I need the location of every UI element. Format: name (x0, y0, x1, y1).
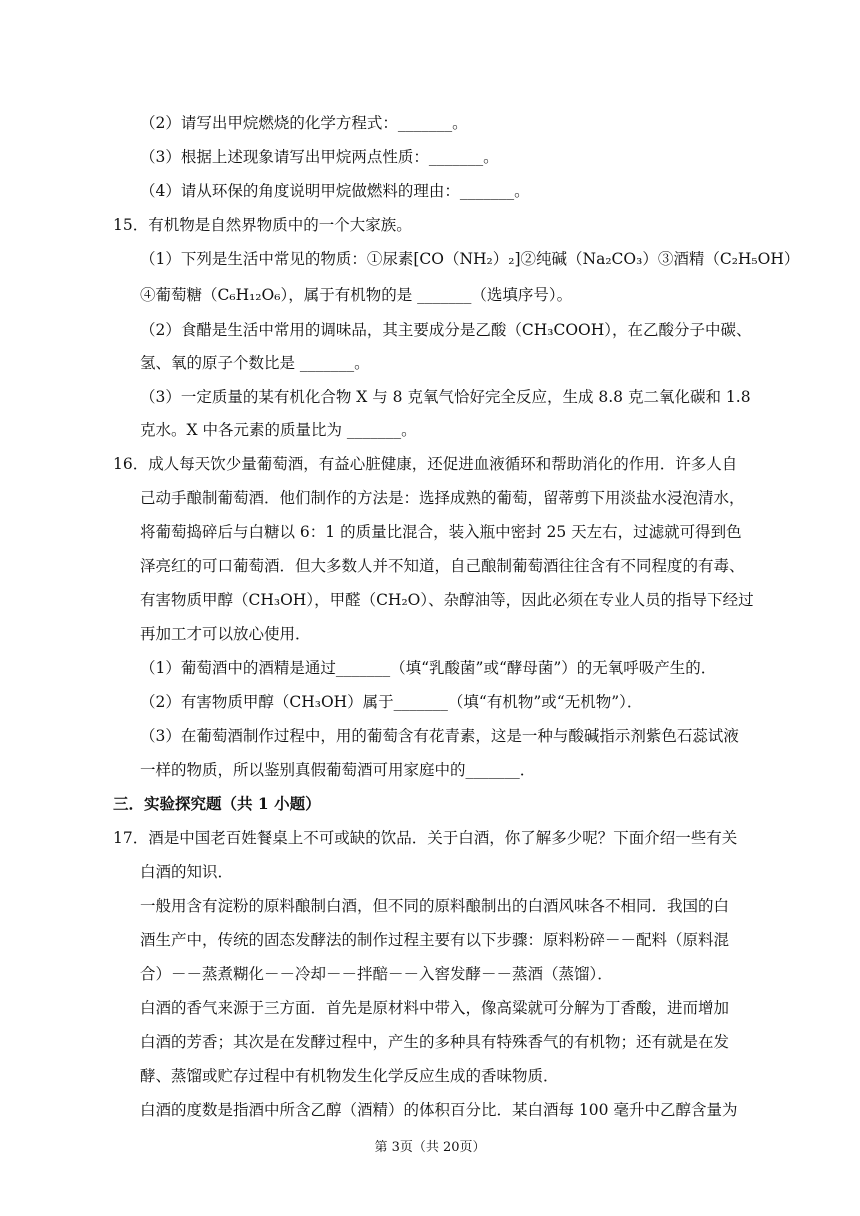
q16-line5: 有害物质甲醇（CH₃OH），甲醛（CH₂O）、杂醇油等，因此必须在专业人员的指导下经过 (140, 591, 754, 609)
q16-line4: 泽亮红的可口葡萄酒．但大多数人并不知道，自己酿制葡萄酒往往含有不同程度的有毒、 (140, 557, 745, 575)
q17-line2: 白酒的知识． (140, 863, 234, 881)
q14-part4: （4）请从环保的角度说明甲烷做燃料的理由：_______。 (140, 182, 530, 200)
q16-part3-line1: （3）在葡萄酒制作过程中，用的葡萄含有花青素，这是一种与酸碱指示剂紫色石蕊试液 (140, 727, 739, 745)
q16-part2: （2）有害物质甲醇（CH₃OH）属于_______（填“有机物”或“无机物”）． (140, 693, 643, 711)
q17-para1-line1: 一般用含有淀粉的原料酿制白酒，但不同的原料酿制出的白酒风味各不相同．我国的白 (140, 897, 730, 915)
q17-para2-line3: 酵、蒸馏或贮存过程中有机物发生化学反应生成的香味物质． (140, 1067, 559, 1085)
q16-line1: 16．成人每天饮少量葡萄酒，有益心脏健康，还促进血液循环和帮助消化的作用．许多人自 (113, 455, 738, 473)
q16-line6: 再加工才可以放心使用． (140, 625, 311, 643)
section-heading: 三．实验探究题（共 1 小题） (113, 794, 321, 813)
q17-para1-line2: 酒生产中，传统的固态发酵法的制作过程主要有以下步骤：原料粉碎－－配料（原料混 (140, 931, 730, 949)
q16-part1: （1）葡萄酒中的酒精是通过_______（填“乳酸菌”或“酵母菌”）的无氧呼吸产生的． (140, 659, 717, 677)
q15-part2-line2: 氢、氧的原子个数比是 _______。 (140, 354, 370, 372)
page-footer: 第 3页（共 20页） (374, 1140, 486, 1155)
q15-part3-line1: （3）一定质量的某有机化合物 X 与 8 克氧气恰好完全反应，生成 8.8 克二氧化碳和 1.8 (140, 388, 751, 406)
q14-part3: （3）根据上述现象请写出甲烷两点性质：_______。 (140, 148, 499, 166)
q15-stem: 15．有机物是自然界物质中的一个大家族。 (113, 216, 412, 234)
q17-line1: 17．酒是中国老百姓餐桌上不可或缺的饮品．关于白酒，你了解多少呢？下面介绍一些有关 (113, 829, 738, 847)
q17-para3-line1: 白酒的度数是指酒中所含乙醇（酒精）的体积百分比．某白酒每 100 毫升中乙醇含量为 (140, 1101, 738, 1119)
q15-part1-line2: ④葡萄糖（C₆H₁₂O₆），属于有机物的是 _______（选填序号）。 (140, 286, 573, 304)
q17-para2-line1: 白酒的香气来源于三方面．首先是原材料中带入，像高粱就可分解为丁香酸，进而增加 (140, 999, 730, 1017)
q15-part3-line2: 克水。X 中各元素的质量比为 _______。 (140, 421, 417, 439)
q15-part2-line1: （2）食醋是生活中常用的调味品，其主要成分是乙酸（CH₃COOH），在乙酸分子中碳、 (140, 321, 752, 339)
q14-part2: （2）请写出甲烷燃烧的化学方程式：_______。 (140, 114, 468, 132)
q16-part3-line2: 一样的物质，所以鉴别真假葡萄酒可用家庭中的_______． (140, 761, 536, 779)
q16-line3: 将葡萄捣碎后与白糖以 6：1 的质量比混合，装入瓶中密封 25 天左右，过滤就可得到色 (140, 523, 742, 541)
q17-para1-line3: 合）－－蒸煮糊化－－冷却－－拌醅－－入窖发酵－－蒸酒（蒸馏）． (140, 965, 613, 983)
q17-para2-line2: 白酒的芳香；其次是在发酵过程中，产生的多种具有特殊香气的有机物；还有就是在发 (140, 1033, 730, 1051)
q15-part1-line1: （1）下列是生活中常见的物质：①尿素[CO（NH₂）₂]②纯碱（Na₂CO₃）③酒精（C₂H₅OH） (140, 250, 800, 268)
q16-line2: 己动手酿制葡萄酒．他们制作的方法是：选择成熟的葡萄，留蒂剪下用淡盐水浸泡清水， (140, 489, 745, 507)
